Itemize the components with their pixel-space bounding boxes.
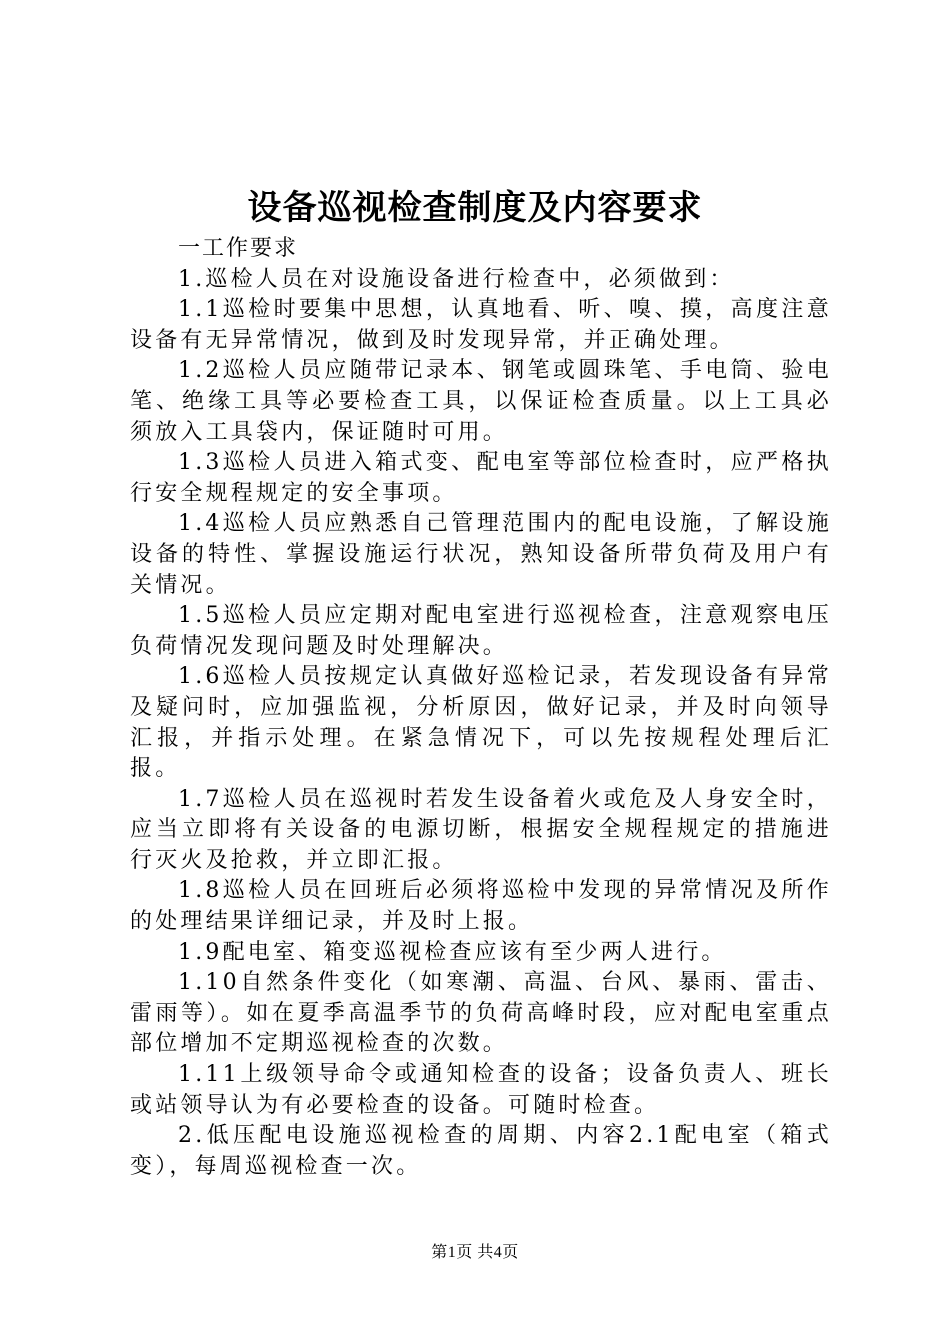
paragraph: 1.9配电室、箱变巡视检查应该有至少两人进行。	[178, 939, 727, 965]
paragraph: 1.7巡检人员在巡视时若发生设备着火或危及人身安全时，应当立即将有关设备的电源切断，根据安全规程规定的措施进行灭火及抢救，并立即汇报。	[130, 786, 832, 873]
page-footer: 第1页 共4页	[431, 1244, 519, 1261]
paragraph: 1.8巡检人员在回班后必须将巡检中发现的异常情况及所作的处理结果详细记录，并及时上报。	[130, 878, 832, 935]
section-heading: 一工作要求	[178, 236, 299, 261]
paragraph: 1.2巡检人员应随带记录本、钢笔或圆珠笔、手电筒、验电笔、绝缘工具等必要检查工具，以保证检查质量。以上工具必须放入工具袋内，保证随时可用。	[130, 358, 832, 445]
paragraph: 1.4巡检人员应熟悉自己管理范围内的配电设施，了解设施设备的特性、掌握设施运行状况，熟知设备所带负荷及用户有关情况。	[130, 511, 832, 598]
paragraph: 1.10自然条件变化（如寒潮、高温、台风、暴雨、雷击、雷雨等）。如在夏季高温季节的负荷高峰时段，应对配电室重点部位增加不定期巡视检查的次数。	[130, 970, 832, 1057]
paragraph: 1.11上级领导命令或通知检查的设备；设备负责人、班长或站领导认为有必要检查的设备。可随时检查。	[130, 1062, 832, 1118]
paragraph: 1.6巡检人员按规定认真做好巡检记录，若发现设备有异常及疑问时，应加强监视，分析原因，做好记录，并及时向领导汇报，并指示处理。在紧急情况下，可以先按规程处理后汇报。	[130, 664, 832, 782]
paragraph: 1.3巡检人员进入箱式变、配电室等部位检查时，应严格执行安全规程规定的安全事项。	[130, 450, 832, 506]
document-body	[130, 234, 832, 1182]
paragraph: 2.低压配电设施巡视检查的周期、内容2.1配电室（箱式变），每周巡视检查一次。	[130, 1123, 832, 1179]
document-title: 设备巡视检查制度及内容要求	[247, 188, 703, 228]
paragraph: 1.巡检人员在对设施设备进行检查中，必须做到：	[178, 266, 735, 292]
paragraph: 1.1巡检时要集中思想，认真地看、听、嗅、摸，高度注意设备有无异常情况，做到及时发现异常，并正确处理。	[130, 297, 832, 353]
paragraph: 1.5巡检人员应定期对配电室进行巡视检查，注意观察电压负荷情况发现问题及时处理解决。	[130, 603, 832, 659]
